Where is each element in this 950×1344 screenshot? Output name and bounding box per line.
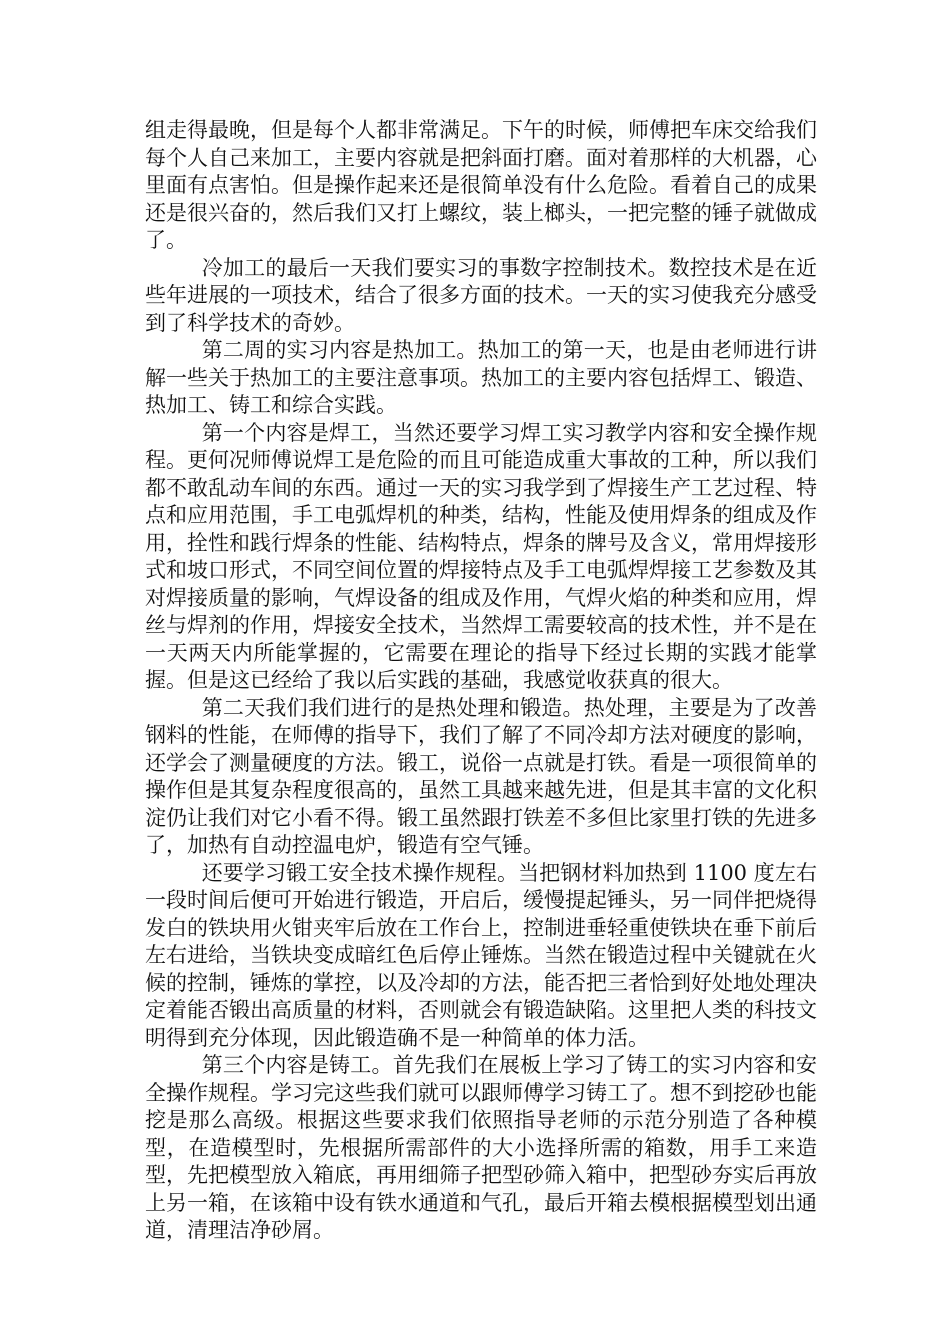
paragraph-welding: 第一个内容是焊工，当然还要学习焊工实习教学内容和安全操作规程。更何况师傅说焊工是危险的而且可能造成重大事故的工种，所以我们都不敢乱动车间的东西。通过一天的实习我学到了焊接生产工艺过程、特点和应用范围，手工电弧焊机的种类，结构，性能及使用焊条的组成及作用，拴性和践行焊条的性能、结构特点，焊条的牌号及含义，常用焊接形式和坡口形式，不同空间位置的焊接特点及手工电弧焊焊接工艺参数及其对焊接质量的影响，气焊设备的组成及作用，气焊火焰的种类和应用，焊丝与焊剂的作用，焊接安全技术，当然焊工需要较高的技术性，并不是在一天两天内所能掌握的，它需要在理论的指导下经过长期的实践才能掌握。但是这已经给了我以后实践的基础，我感觉收获真的很大。	[145, 420, 817, 692]
document-body	[145, 117, 817, 1245]
paragraph-heat-treatment-forging: 第二天我们我们进行的是热处理和锻造。热处理，主要是为了改善钢料的性能，在师傅的指导下，我们了解了不同冷却方法对硬度的影响，还学会了测量硬度的方法。锻工，说俗一点就是打铁。看是一项很简单的操作但是其复杂程度很高的，虽然工具越来越先进，但是其丰富的文化积淀仍让我们对它小看不得。锻工虽然跟打铁差不多但比家里打铁的先进多了，加热有自动控温电炉，锻造有空气锤。	[145, 695, 817, 857]
paragraph-cnc: 冷加工的最后一天我们要实习的事数字控制技术。数控技术是在近些年进展的一项技术，结合了很多方面的技术。一天的实习使我充分感受到了科学技术的奇妙。	[145, 255, 817, 335]
paragraph-continuation: 组走得最晚，但是每个人都非常满足。下午的时候，师傅把车床交给我们每个人自己来加工，主要内容就是把斜面打磨。面对着那样的大机器，心里面有点害怕。但是操作起来还是很简单没有什么危险。看着自己的成果还是很兴奋的，然后我们又打上螺纹，装上榔头，一把完整的锤子就做成了。	[145, 118, 817, 252]
paragraph-forging-safety: 还要学习锻工安全技术操作规程。当把钢材料加热到 1100 度左右一段时间后便可开始进行锻造，开启后，缓慢提起锤头，另一同伴把烧得发白的铁块用火钳夹牢后放在工作台上，控制进垂轻重使铁块在垂下前后左右进给，当铁块变成暗红色后停止锤炼。当然在锻造过程中关键就在火候的控制，锤炼的掌控，以及冷却的方法，能否把三者恰到好处地处理决定着能否锻出高质量的材料，否则就会有锻造缺陷。这里把人类的科技文明得到充分体现，因此锻造确不是一种简单的体力活。	[145, 860, 817, 1050]
paragraph-hot-working-intro: 第二周的实习内容是热加工。热加工的第一天，也是由老师进行讲解一些关于热加工的主要注意事项。热加工的主要内容包括焊工、锻造、热加工、铸工和综合实践。	[145, 338, 817, 417]
paragraph-casting: 第三个内容是铸工。首先我们在展板上学习了铸工的实习内容和安全操作规程。学习完这些我们就可以跟师傅学习铸工了。想不到挖砂也能挖是那么高级。根据这些要求我们依照指导老师的示范分别造了各种模型，在造模型时，先根据所需部件的大小选择所需的箱数，用手工来造型，先把模型放入箱底，再用细筛子把型砂筛入箱中，把型砂夯实后再放上另一箱，在该箱中设有铁水通道和气孔，最后开箱去模根据模型划出通道，清理洁净砂屑。	[145, 1053, 817, 1242]
